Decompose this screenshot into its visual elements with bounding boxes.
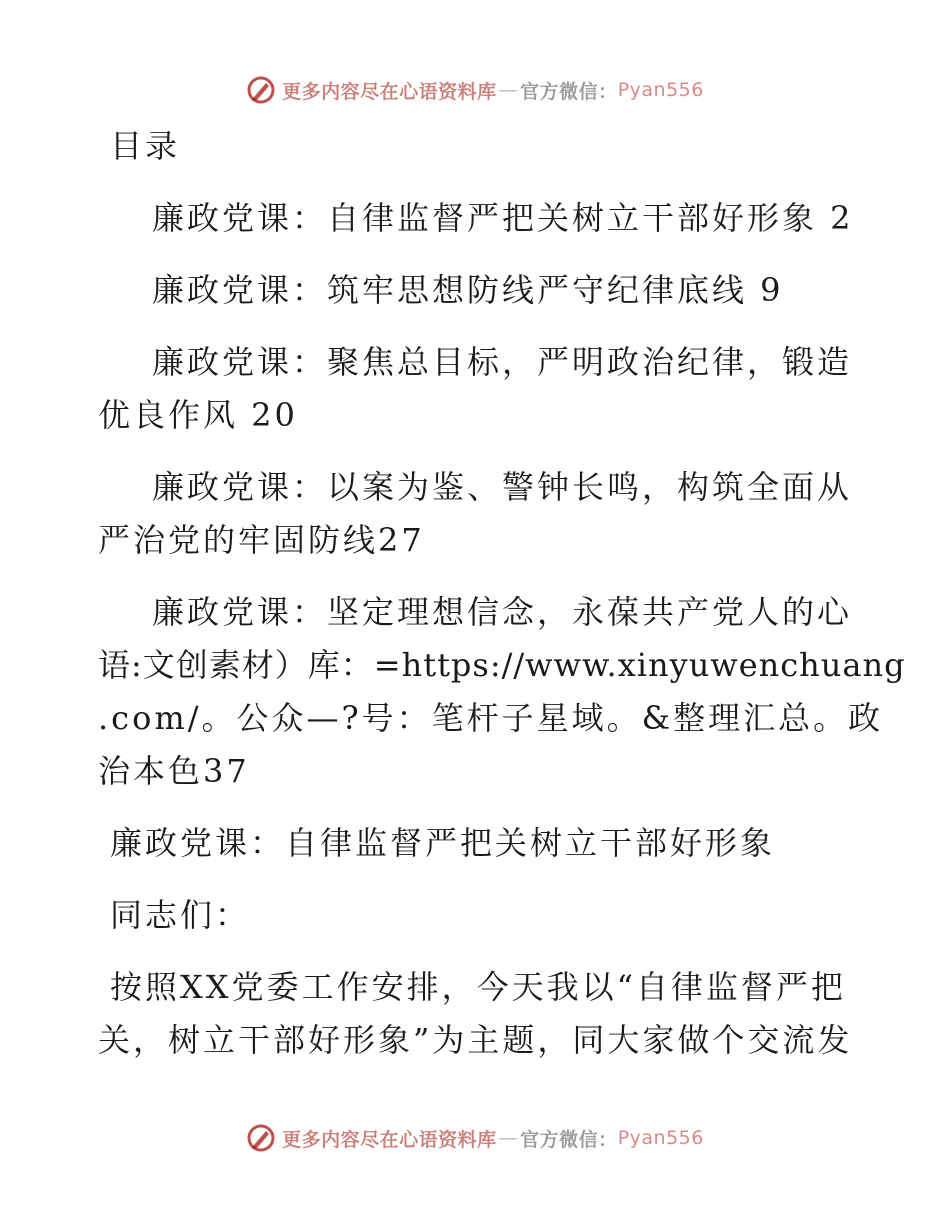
article-title: 廉政党课：自律监督严把关树立干部好形象 bbox=[110, 824, 776, 862]
watermark-wechat-id: Pyan556 bbox=[617, 1127, 704, 1149]
toc-entry-5-line-4[interactable]: 治本色37 bbox=[98, 752, 250, 790]
watermark-wechat-id: Pyan556 bbox=[617, 79, 704, 101]
toc-entry-1[interactable]: 廉政党课：自律监督严把关树立干部好形象 2 bbox=[152, 199, 854, 237]
body-paragraph-line-2: 关，树立干部好形象”为主题，同大家做个交流发 bbox=[98, 1021, 853, 1059]
toc-entry-5-line-3[interactable]: .com/。公众—?号：笔杆子星域。&整理汇总。政 bbox=[98, 699, 884, 737]
pen-logo-icon bbox=[246, 75, 276, 105]
toc-entry-5[interactable]: 廉政党课：坚定理想信念，永葆共产党人的心 bbox=[152, 593, 853, 631]
watermark-text: 更多内容尽在心语资料库 bbox=[282, 1128, 497, 1151]
watermark-label: 官方微信： bbox=[520, 1128, 618, 1151]
watermark-separator: — bbox=[498, 79, 519, 101]
watermark-text: 更多内容尽在心语资料库 bbox=[282, 80, 497, 103]
toc-entry-3[interactable]: 廉政党课：聚焦总目标，严明政治纪律，锻造 bbox=[152, 343, 853, 381]
toc-entry-3-continued[interactable]: 优良作风 20 bbox=[98, 396, 298, 434]
body-paragraph-line-1: 按照XX党委工作安排，今天我以“自律监督严把 bbox=[110, 968, 846, 1006]
toc-entry-5-line-2[interactable]: 语:文创素材）库：=https://www.xinyuwenchuang bbox=[98, 646, 906, 684]
toc-entry-4[interactable]: 廉政党课：以案为鉴、警钟长鸣，构筑全面从 bbox=[152, 468, 853, 506]
watermark-label: 官方微信： bbox=[520, 80, 618, 103]
header-watermark bbox=[0, 70, 950, 110]
footer-watermark bbox=[0, 1118, 950, 1158]
toc-heading: 目录 bbox=[110, 127, 181, 165]
toc-entry-4-continued[interactable]: 严治党的牢固防线27 bbox=[98, 521, 425, 559]
salutation: 同志们： bbox=[110, 896, 251, 934]
toc-entry-2[interactable]: 廉政党课：筑牢思想防线严守纪律底线 9 bbox=[152, 271, 784, 309]
pen-logo-icon bbox=[246, 1123, 276, 1153]
document-body bbox=[98, 120, 906, 1067]
watermark-separator: — bbox=[498, 1127, 519, 1149]
